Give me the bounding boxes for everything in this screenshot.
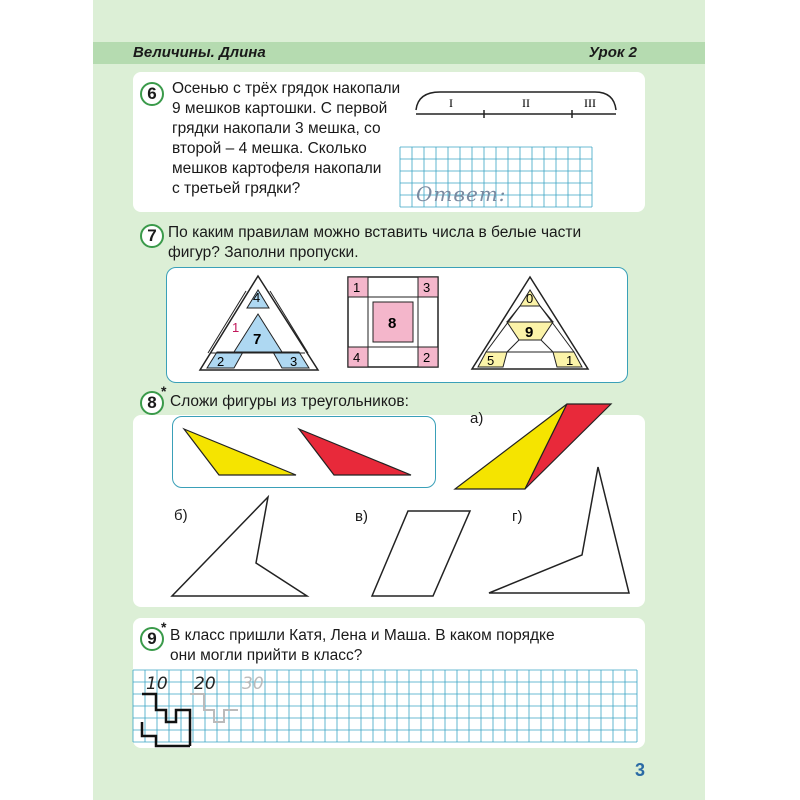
- task9-star: *: [161, 619, 167, 635]
- tri1-center-value: 7: [253, 331, 262, 348]
- task6-line: с третьей грядки?: [172, 180, 301, 197]
- square-top-left-value: 1: [353, 280, 361, 295]
- task6-number: 6: [140, 82, 164, 106]
- square-top-right-value: 3: [423, 280, 431, 295]
- tri2-bottom-left-value: 5: [487, 353, 495, 368]
- tri1-bottom-right-value: 3: [290, 354, 298, 369]
- written-number-2: 20: [194, 674, 216, 694]
- tri1-bottom-left-value: 2: [217, 354, 225, 369]
- task6-line: Осенью с трёх грядок накопали: [172, 80, 401, 97]
- task8-text: Сложи фигуры из треугольников:: [170, 393, 409, 410]
- task7-line: По каким правилам можно вставить числа в белые части: [168, 224, 582, 241]
- written-number-3: 30: [242, 674, 264, 694]
- section-title: Величины. Длина: [133, 44, 266, 61]
- segment-label-2: II: [522, 96, 530, 110]
- segment-label-3: III: [584, 96, 596, 110]
- tri2-center-value: 9: [525, 324, 534, 341]
- task6-line: грядки накопали 3 мешка, со: [172, 120, 381, 137]
- figure-a-label: а): [470, 410, 484, 427]
- square-bottom-left-value: 4: [353, 350, 361, 365]
- task6-line: второй – 4 мешка. Сколько: [172, 140, 367, 157]
- task8-star: *: [161, 383, 167, 399]
- square-bottom-right-value: 2: [423, 350, 431, 365]
- figure-b-label: б): [174, 507, 188, 524]
- figure-g-label: г): [512, 508, 523, 525]
- task7-line: фигур? Заполни пропуски.: [168, 244, 359, 261]
- written-number-1: 10: [146, 674, 168, 694]
- graphic-dictation-pattern-faded: [190, 694, 238, 722]
- figure-v-label: в): [355, 508, 368, 525]
- tri1-top-value: 4: [253, 290, 261, 305]
- task9-line: В класс пришли Катя, Лена и Маша. В каком порядке: [170, 627, 555, 644]
- task8-number: 8: [140, 391, 164, 415]
- square-center-value: 8: [388, 315, 397, 332]
- task6-line: 9 мешков картошки. С первой: [172, 100, 388, 117]
- graphic-dictation-pattern: [142, 722, 190, 746]
- task6-line: мешков картофеля накопали: [172, 160, 382, 177]
- tri2-top-value: 0: [526, 291, 534, 306]
- tri1-side-value: 1: [232, 320, 240, 335]
- task9-line: они могли прийти в класс?: [170, 647, 363, 664]
- task6-answer-label: Ответ:: [416, 182, 507, 206]
- page-number: 3: [635, 760, 646, 780]
- task9-number: 9: [140, 627, 164, 651]
- task7-number: 7: [140, 224, 164, 248]
- graphic-dictation-pattern: [142, 694, 190, 746]
- tri2-bottom-right-value: 1: [566, 353, 574, 368]
- segment-label-1: I: [449, 96, 453, 110]
- lesson-label: Урок 2: [588, 44, 637, 61]
